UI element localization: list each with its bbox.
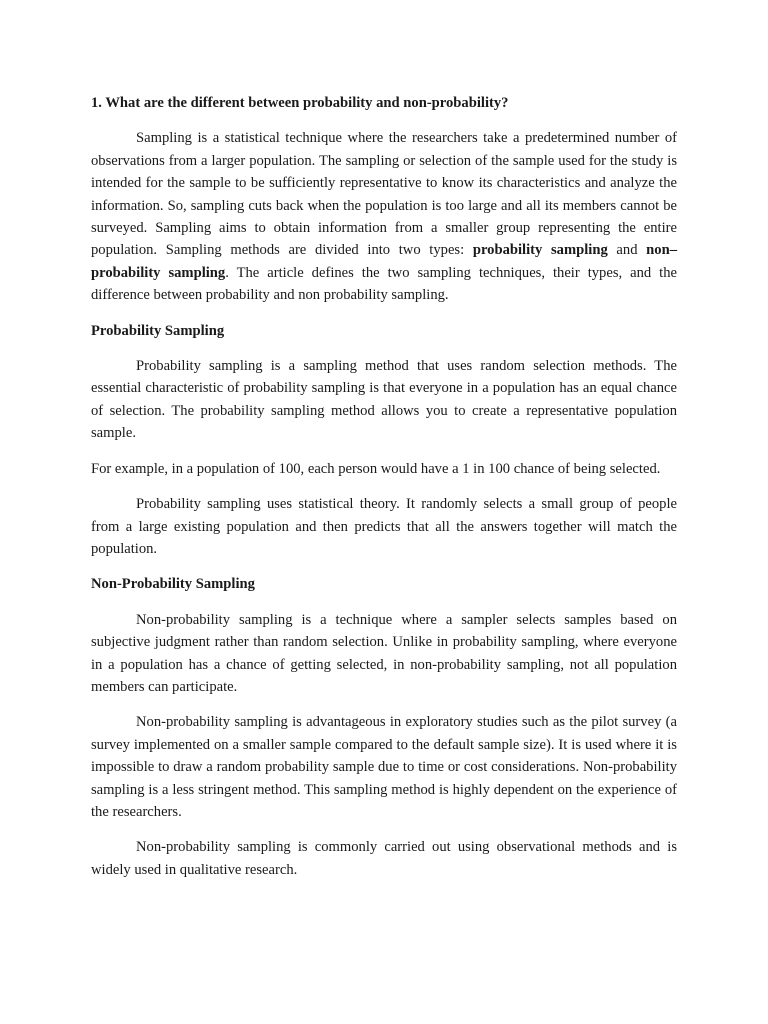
- non-probability-paragraph-3: Non-probability sampling is commonly carried out using observational methods and is widely used in qualitative research.: [91, 839, 677, 878]
- non-probability-paragraph-1: Non-probability sampling is a technique where a sampler selects samples based on subjective judgment rather than random selection. Unlike in probability sampling, where everyone in a population has a chance of getting selected, in non-probability sampling, not all population members can participate.: [91, 611, 677, 695]
- probability-paragraph-2: For example, in a population of 100, each person would have a 1 in 100 chance of being selected.: [91, 460, 661, 477]
- intro-text-between: and: [607, 242, 647, 259]
- question-title: 1. What are the different between probability and non-probability?: [91, 95, 509, 111]
- intro-text-start: Sampling is a statistical technique where the researchers take a predetermined number of observations from a larger population. The sampling or selection of the sample used for the study is intended for the sample to be sufficiently representative to know its characteristics and analyze the information. So, sampling cuts back when the population is too large and all its members cannot be surveyed. Sampling aims to obtain information from a smaller group representing the entire population. Sampling methods are divided into two types:: [91, 130, 677, 259]
- intro-bold-probability-sampling: probability sampling: [472, 242, 608, 259]
- non-probability-sampling-heading: Non-Probability Sampling: [91, 576, 255, 593]
- probability-paragraph-1: Probability sampling is a sampling method that uses random selection methods. The essential characteristic of probability sampling is that everyone in a population has an equal chance of selection. The probability sampling method allows you to create a representative population sample.: [91, 358, 677, 442]
- intro-paragraph: [91, 127, 677, 306]
- intro-bold-non-probability-sampling: non–probability sampling: [91, 242, 677, 281]
- document-page: [91, 92, 677, 894]
- probability-paragraph-3: Probability sampling uses statistical theory. It randomly selects a small group of people from a large existing population and then predicts that all the answers together will match the population.: [91, 496, 677, 557]
- probability-sampling-heading: Probability Sampling: [91, 322, 225, 339]
- intro-text-end: . The article defines the two sampling techniques, their types, and the difference between probability and non probability sampling.: [91, 264, 678, 304]
- non-probability-paragraph-2: Non-probability sampling is advantageous in exploratory studies such as the pilot survey (a survey implemented on a smaller sample compared to the default sample size). It is used where it is impossible to draw a random probability sample due to time or cost considerations. Non-probability sampling is a less stringent method. This sampling method is highly dependent on the experience of the researchers.: [91, 714, 677, 820]
